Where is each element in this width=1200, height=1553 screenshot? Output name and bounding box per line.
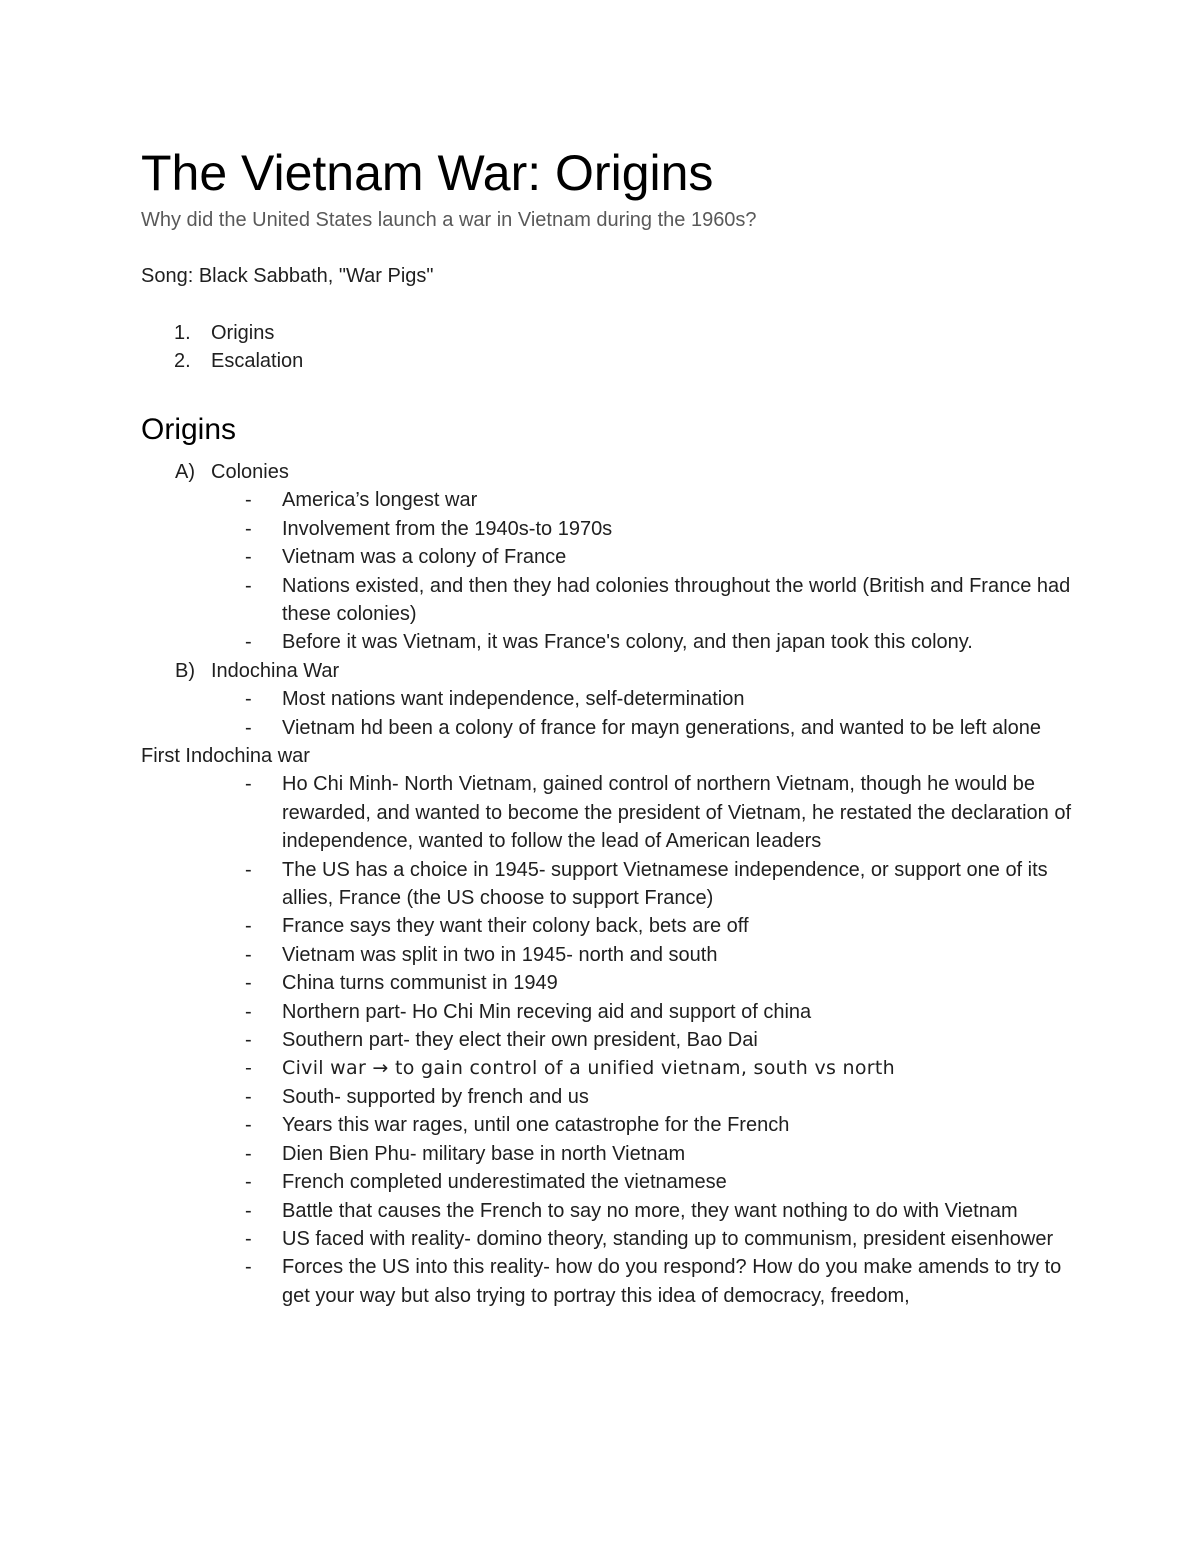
bullet-dash: - [245, 1227, 252, 1250]
table-of-contents [141, 319, 1041, 376]
bullet-text: France says they want their colony back, bets are off [282, 915, 749, 938]
bullet-dash: - [245, 1256, 252, 1279]
toc-item [141, 319, 1041, 347]
toc-text: Origins [211, 322, 275, 344]
section-title: Colonies [211, 461, 289, 483]
bullet-dash: - [245, 915, 252, 938]
bullet-dash: - [245, 1000, 252, 1023]
document-subtitle: Why did the United States launch a war in Vietnam during the 1960s? [141, 209, 757, 231]
bullet-dash: - [245, 1171, 252, 1194]
first-indochina-label: First Indochina war [141, 745, 310, 768]
bullet-dash: - [245, 972, 252, 995]
bullet-dash: - [245, 1199, 252, 1222]
bullet-dash: - [245, 546, 252, 569]
bullet-text: Northern part- Ho Chi Min receving aid and support of china [282, 1000, 812, 1023]
bullet-item [141, 1197, 1072, 1225]
section-heading: Origins [141, 413, 237, 446]
bullet-item [141, 1054, 1072, 1082]
bullet-item [141, 572, 1072, 629]
bullet-item [141, 628, 1072, 656]
bullet-item [141, 912, 1072, 940]
bullet-text: US faced with reality- domino theory, standing up to communism, president eisenhower [282, 1227, 1054, 1250]
toc-text: Escalation [211, 350, 304, 373]
section-header [141, 458, 1071, 486]
bullet-item [141, 1140, 1072, 1168]
bullet-dash: - [245, 1057, 253, 1080]
bullet-dash: - [245, 1114, 252, 1137]
toc-number: 1. [174, 322, 191, 344]
section-header [141, 657, 1071, 685]
bullet-text: Vietnam hd been a colony of france for mayn generations, and wanted to be left alone [282, 716, 1042, 739]
bullet-text: Before it was Vietnam, it was France's colony, and then japan took this colony. [282, 631, 973, 654]
bullet-item [141, 486, 1072, 514]
bullet-text: Vietnam was a colony of France [282, 546, 567, 569]
bullet-dash: - [245, 574, 252, 597]
bullet-text: Forces the US into this reality- how do you respond? How do you make amends to try to get your way but also trying to portray this idea of democracy, freedom, [282, 1256, 1062, 1307]
bullet-item [141, 1026, 1072, 1054]
bullet-item [141, 1253, 1072, 1310]
bullet-item [141, 1111, 1072, 1139]
bullet-text: Years this war rages, until one catastrophe for the French [282, 1114, 790, 1137]
bullet-item [141, 856, 1072, 913]
bullet-item [141, 1225, 1072, 1253]
song-line: Song: Black Sabbath, "War Pigs" [141, 265, 434, 287]
bullet-text: Southern part- they elect their own president, Bao Dai [282, 1029, 758, 1052]
bullet-text: America’s longest war [282, 489, 478, 512]
bullet-dash: - [245, 489, 252, 512]
bullet-item [141, 1168, 1072, 1196]
bullet-dash: - [245, 773, 252, 796]
section-letter: A) [175, 461, 195, 483]
bullet-item [141, 515, 1072, 543]
bullet-item [141, 714, 1072, 742]
outline [141, 458, 1071, 1310]
bullet-item [141, 685, 1072, 713]
bullet-item [141, 969, 1072, 997]
bullet-dash: - [245, 1029, 252, 1052]
bullet-item [141, 998, 1072, 1026]
document-title: The Vietnam War: Origins [141, 145, 714, 201]
bullet-dash: - [245, 716, 252, 739]
bullet-item [141, 941, 1072, 969]
toc-number: 2. [174, 350, 191, 373]
bullet-text: Nations existed, and then they had colonies throughout the world (British and France had these colonies) [282, 574, 1071, 626]
bullet-dash: - [245, 1142, 252, 1165]
bullet-text: Vietnam was split in two in 1945- north and south [282, 943, 718, 966]
bullet-dash: - [245, 943, 252, 966]
bullet-dash: - [245, 631, 252, 654]
bullet-text: Involvement from the 1940s-to 1970s [282, 517, 613, 540]
bullet-item [141, 543, 1072, 571]
toc-item [141, 347, 1041, 375]
section-title: Indochina War [211, 659, 340, 682]
bullet-dash: - [245, 1085, 252, 1108]
bullet-dash: - [245, 858, 252, 881]
bullet-dash: - [245, 517, 252, 540]
bullet-text: Dien Bien Phu- military base in north Vietnam [282, 1142, 686, 1165]
bullet-item [141, 1083, 1072, 1111]
bullet-text: China turns communist in 1949 [282, 972, 558, 995]
bullet-dash: - [245, 688, 252, 711]
bullet-item [141, 770, 1072, 855]
bullet-text: Most nations want independence, self-determination [282, 688, 745, 711]
bullet-text: South- supported by french and us [282, 1085, 589, 1108]
section-letter: B) [175, 659, 195, 682]
bullet-text: Civil war → to gain control of a unified vietnam, south vs north [282, 1057, 895, 1080]
bullet-text: Ho Chi Minh- North Vietnam, gained control of northern Vietnam, though he would be rewarded, and wanted to become the president of Vietnam, he restated the declaration of independence, wanted to follow the lead of American leaders [282, 773, 1072, 853]
bullet-text: The US has a choice in 1945- support Vietnamese independence, or support one of its allies, France (the US choose to support France) [282, 858, 1048, 910]
bullet-text: French completed underestimated the vietnamese [282, 1171, 727, 1194]
bullet-text: Battle that causes the French to say no more, they want nothing to do with Vietnam [282, 1199, 1018, 1222]
